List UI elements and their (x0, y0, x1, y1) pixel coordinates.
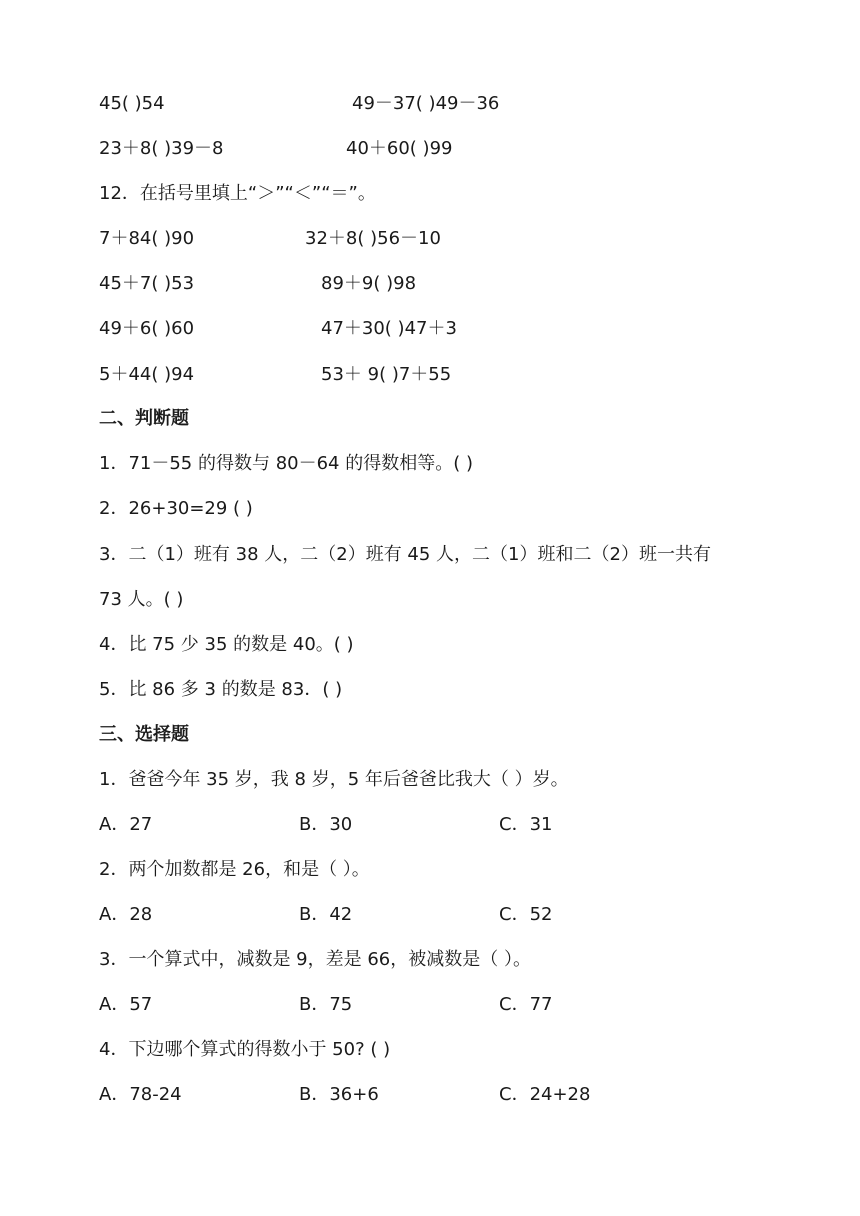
section-heading-judgement: 二、判断题 (99, 408, 189, 429)
option-a: A．78-24 (99, 1084, 182, 1105)
option-c: C．77 (499, 994, 553, 1015)
judgement-item: 2．26+30=29 ( ) (99, 498, 253, 519)
comparison-left: 23＋8( )39－8 (99, 138, 224, 159)
comparison-left: 5＋44( )94 (99, 364, 195, 385)
comparison-right: 32＋8( )56－10 (305, 228, 441, 249)
comparison-right: 53＋ 9( )7＋55 (321, 364, 452, 385)
comparison-right: 40＋60( )99 (346, 138, 453, 159)
option-b: B．75 (299, 994, 353, 1015)
option-c: C．31 (499, 814, 553, 835)
choice-question: 2．两个加数都是 26，和是（ ）。 (99, 859, 370, 880)
choice-question: 3．一个算式中，减数是 9，差是 66，被减数是（ ）。 (99, 949, 531, 970)
option-c: C．24+28 (499, 1084, 591, 1105)
choice-question: 1．爸爸今年 35 岁，我 8 岁，5 年后爸爸比我大（ ）岁。 (99, 769, 569, 790)
judgement-item: 4．比 75 少 35 的数是 40。( ) (99, 634, 354, 655)
question-12-prompt: 12．在括号里填上“＞”“＜”“＝”。 (99, 183, 376, 204)
comparison-left: 7＋84( )90 (99, 228, 195, 249)
option-b: B．42 (299, 904, 353, 925)
judgement-item: 1．71－55 的得数与 80－64 的得数相等。( ) (99, 453, 473, 474)
judgement-item-continued: 73 人。( ) (99, 589, 184, 610)
judgement-item: 3．二（1）班有 38 人，二（2）班有 45 人，二（1）班和二（2）班一共有 (99, 544, 711, 565)
option-a: A．28 (99, 904, 153, 925)
option-a: A．27 (99, 814, 153, 835)
choice-question: 4．下边哪个算式的得数小于 50? ( ) (99, 1039, 391, 1060)
option-b: B．30 (299, 814, 353, 835)
comparison-left: 45＋7( )53 (99, 273, 195, 294)
option-b: B．36+6 (299, 1084, 379, 1105)
comparison-left: 45( )54 (99, 93, 165, 114)
comparison-right: 89＋9( )98 (321, 273, 417, 294)
section-heading-choice: 三、选择题 (99, 724, 189, 745)
option-a: A．57 (99, 994, 153, 1015)
comparison-right: 49－37( )49－36 (352, 93, 500, 114)
comparison-right: 47＋30( )47＋3 (321, 318, 457, 339)
comparison-left: 49＋6( )60 (99, 318, 195, 339)
option-c: C．52 (499, 904, 553, 925)
judgement-item: 5．比 86 多 3 的数是 83．( ) (99, 679, 343, 700)
